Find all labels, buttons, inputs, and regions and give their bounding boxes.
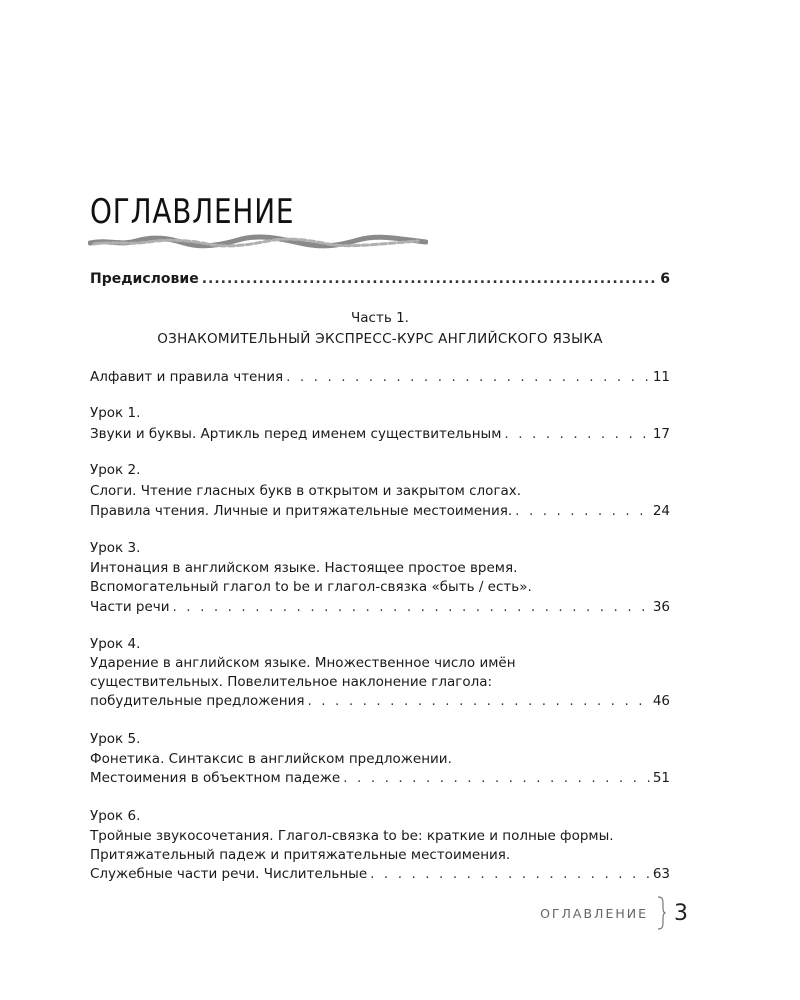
lesson-description-line: Вспомогательный глагол to be и глагол-связка «быть / есть».: [90, 579, 532, 595]
toc-entry-label: Предисловие: [90, 271, 199, 287]
lesson-description-line: Тройные звукосочетания. Глагол-связка to be: краткие и полные формы.: [90, 828, 614, 844]
toc-entry-lesson-3[interactable]: [90, 598, 670, 617]
lesson-heading: Урок 6.: [90, 808, 141, 824]
page-number: 3: [674, 900, 688, 926]
lesson-description-line: Слоги. Чтение гласных букв в открытом и закрытом слогах.: [90, 483, 522, 499]
leader-dots: [343, 769, 650, 788]
lesson-heading: Урок 3.: [90, 540, 141, 556]
leader-dots: [515, 502, 650, 521]
toc-entry-label: Правила чтения. Личные и притяжательные местоимения.: [90, 503, 513, 519]
part-title: ОЗНАКОМИТЕЛЬНЫЙ ЭКСПРЕСС-КУРС АНГЛИЙСКОГО ЯЗЫКА: [157, 331, 603, 347]
toc-entry-label: Местоимения в объектном падеже: [90, 770, 341, 786]
toc-entry-label: Части речи: [90, 599, 170, 615]
leader-dots: [504, 425, 649, 444]
toc-entry-page: 11: [652, 369, 670, 385]
toc-entry-page: 17: [652, 426, 670, 442]
toc-entry-lesson-2[interactable]: [90, 502, 670, 521]
running-header-label: ОГЛАВЛЕНИЕ: [540, 905, 648, 921]
leader-dots: [286, 368, 650, 387]
toc-entry-lesson-5[interactable]: [90, 769, 670, 788]
leader-dots: [370, 865, 650, 884]
lesson-description-line: Фонетика. Синтаксис в английском предложении.: [90, 751, 452, 767]
toc-entry-label: побудительные предложения: [90, 693, 305, 709]
toc-entry-page: 51: [652, 770, 670, 786]
toc-entry-label: Звуки и буквы. Артикль перед именем существительным: [90, 426, 502, 442]
lesson-heading: Урок 5.: [90, 731, 141, 747]
part-number: Часть 1.: [351, 310, 409, 326]
lesson-heading: Урок 1.: [90, 405, 141, 421]
toc-entry-label: Служебные части речи. Числительные: [90, 866, 368, 882]
lesson-heading: Урок 4.: [90, 636, 141, 652]
table-of-contents-page: [90, 0, 670, 1000]
lesson-description-line: существительных. Повелительное наклонение глагола:: [90, 674, 493, 690]
lesson-description-line: Притяжательный падеж и притяжательные местоимения.: [90, 847, 511, 863]
toc-entry-page: 6: [660, 271, 670, 287]
brush-stroke-decoration: [88, 234, 428, 250]
page-footer: [540, 896, 688, 930]
lesson-description-line: Интонация в английском языке. Настоящее простое время.: [90, 560, 518, 576]
toc-entry-lesson-6[interactable]: [90, 865, 670, 884]
leader-dots: [173, 598, 650, 617]
toc-entry-alphabet[interactable]: [90, 368, 670, 387]
toc-entry-preface[interactable]: [90, 270, 670, 289]
toc-entry-page: 63: [652, 866, 670, 882]
leader-dots: [202, 270, 658, 289]
lesson-heading: Урок 2.: [90, 462, 141, 478]
toc-entry-page: 36: [652, 599, 670, 615]
toc-entry-page: 46: [652, 693, 670, 709]
lesson-description-line: Ударение в английском языке. Множественное число имён: [90, 655, 516, 671]
toc-entry-lesson-4[interactable]: [90, 692, 670, 711]
page-title: ОГЛАВЛЕНИЕ: [90, 192, 295, 232]
toc-entry-label: Алфавит и правила чтения: [90, 369, 284, 385]
toc-entry-page: 24: [652, 503, 670, 519]
curly-brace-icon: [656, 896, 666, 930]
toc-entry-lesson-1[interactable]: [90, 425, 670, 444]
leader-dots: [307, 692, 649, 711]
